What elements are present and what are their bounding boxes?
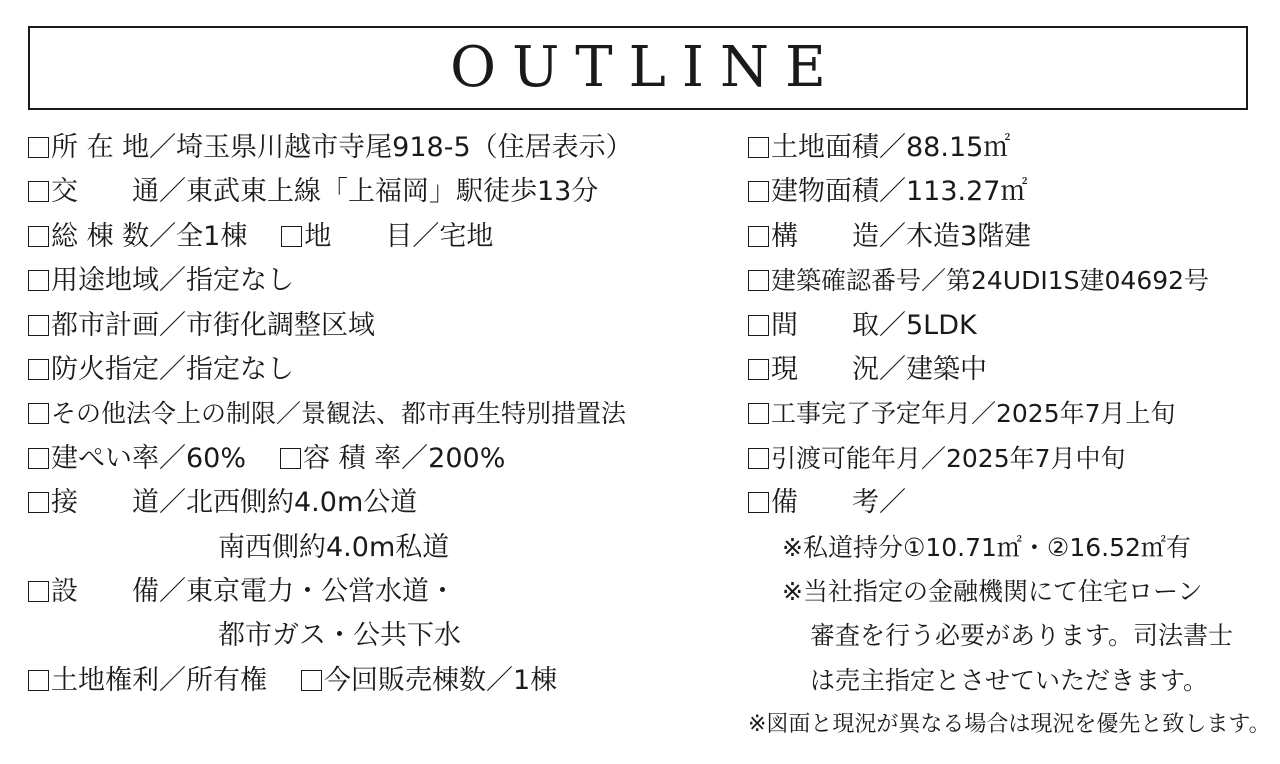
info-row-ratios: 建ぺい率／60% 容 積 率／200%	[28, 437, 740, 481]
checkbox-icon	[748, 137, 769, 158]
checkbox-icon	[28, 359, 49, 380]
info-row-facilities-cont: 都市ガス・公共下水	[218, 620, 461, 652]
info-row-road: 接 道／北西側約4.0m公道	[28, 481, 740, 525]
checkbox-icon	[28, 181, 49, 202]
info-row-handover: 引渡可能年月／2025年7月中旬	[748, 437, 1258, 481]
info-row-zoning: 用途地域／指定なし	[28, 259, 740, 303]
info-row-location: 所 在 地／埼玉県川越市寺尾918-5（住居表示）	[28, 126, 740, 170]
checkbox-icon	[28, 226, 49, 247]
checkbox-icon	[28, 670, 49, 691]
info-row-city-planning: 都市計画／市街化調整区域	[28, 304, 740, 348]
checkbox-icon	[301, 670, 322, 691]
checkbox-icon	[748, 492, 769, 513]
info-row-status: 現 況／建築中	[748, 348, 1258, 392]
info-row-units: 総 棟 数／全1棟 地 目／宅地	[28, 215, 740, 259]
info-row-completion: 工事完了予定年月／2025年7月上旬	[748, 392, 1258, 436]
checkbox-icon	[748, 448, 769, 469]
info-row-road-cont: 南西側約4.0m私道	[218, 531, 450, 563]
info-row-layout: 間 取／5LDK	[748, 304, 1258, 348]
info-row-building-area: 建物面積／113.27㎡	[748, 170, 1258, 214]
checkbox-icon	[28, 137, 49, 158]
footnote: ※図面と現況が異なる場合は現況を優先と致します。	[748, 712, 1271, 738]
checkbox-icon	[281, 226, 302, 247]
checkbox-icon	[748, 270, 769, 291]
checkbox-icon	[748, 359, 769, 380]
info-row-remarks: 備 考／	[748, 481, 1258, 525]
info-row-confirmation: 建築確認番号／第24UDI1S建04692号	[748, 259, 1258, 303]
checkbox-icon	[28, 403, 49, 424]
checkbox-icon	[28, 581, 49, 602]
info-row-structure: 構 造／木造3階建	[748, 215, 1258, 259]
checkbox-icon	[28, 492, 49, 513]
checkbox-icon	[28, 315, 49, 336]
remarks-note-loan: ※当社指定の金融機関にて住宅ローン	[782, 576, 1203, 606]
info-row-other-laws: その他法令上の制限／景観法、都市再生特別措置法	[28, 392, 740, 436]
checkbox-icon	[748, 403, 769, 424]
remarks-note-loan-cont: 審査を行う必要があります。司法書士	[810, 621, 1234, 651]
info-row-fire-zone: 防火指定／指定なし	[28, 348, 740, 392]
outline-title: OUTLINE	[450, 35, 842, 100]
left-column	[28, 126, 740, 703]
info-row-land-rights: 土地権利／所有権 今回販売棟数／1棟	[28, 659, 740, 703]
remarks-note-loan-cont2: は売主指定とさせていただきます。	[810, 665, 1209, 695]
checkbox-icon	[748, 181, 769, 202]
checkbox-icon	[748, 315, 769, 336]
info-row-transport: 交 通／東武東上線「上福岡」駅徒歩13分	[28, 170, 740, 214]
outline-title-box	[28, 26, 1248, 110]
checkbox-icon	[748, 226, 769, 247]
checkbox-icon	[28, 448, 49, 469]
info-row-land-area: 土地面積／88.15㎡	[748, 126, 1258, 170]
info-row-facilities: 設 備／東京電力・公営水道・	[28, 570, 740, 614]
remarks-note-private-road: ※私道持分①10.71㎡・②16.52㎡有	[782, 532, 1191, 562]
right-column	[748, 126, 1271, 747]
checkbox-icon	[280, 448, 301, 469]
checkbox-icon	[28, 270, 49, 291]
